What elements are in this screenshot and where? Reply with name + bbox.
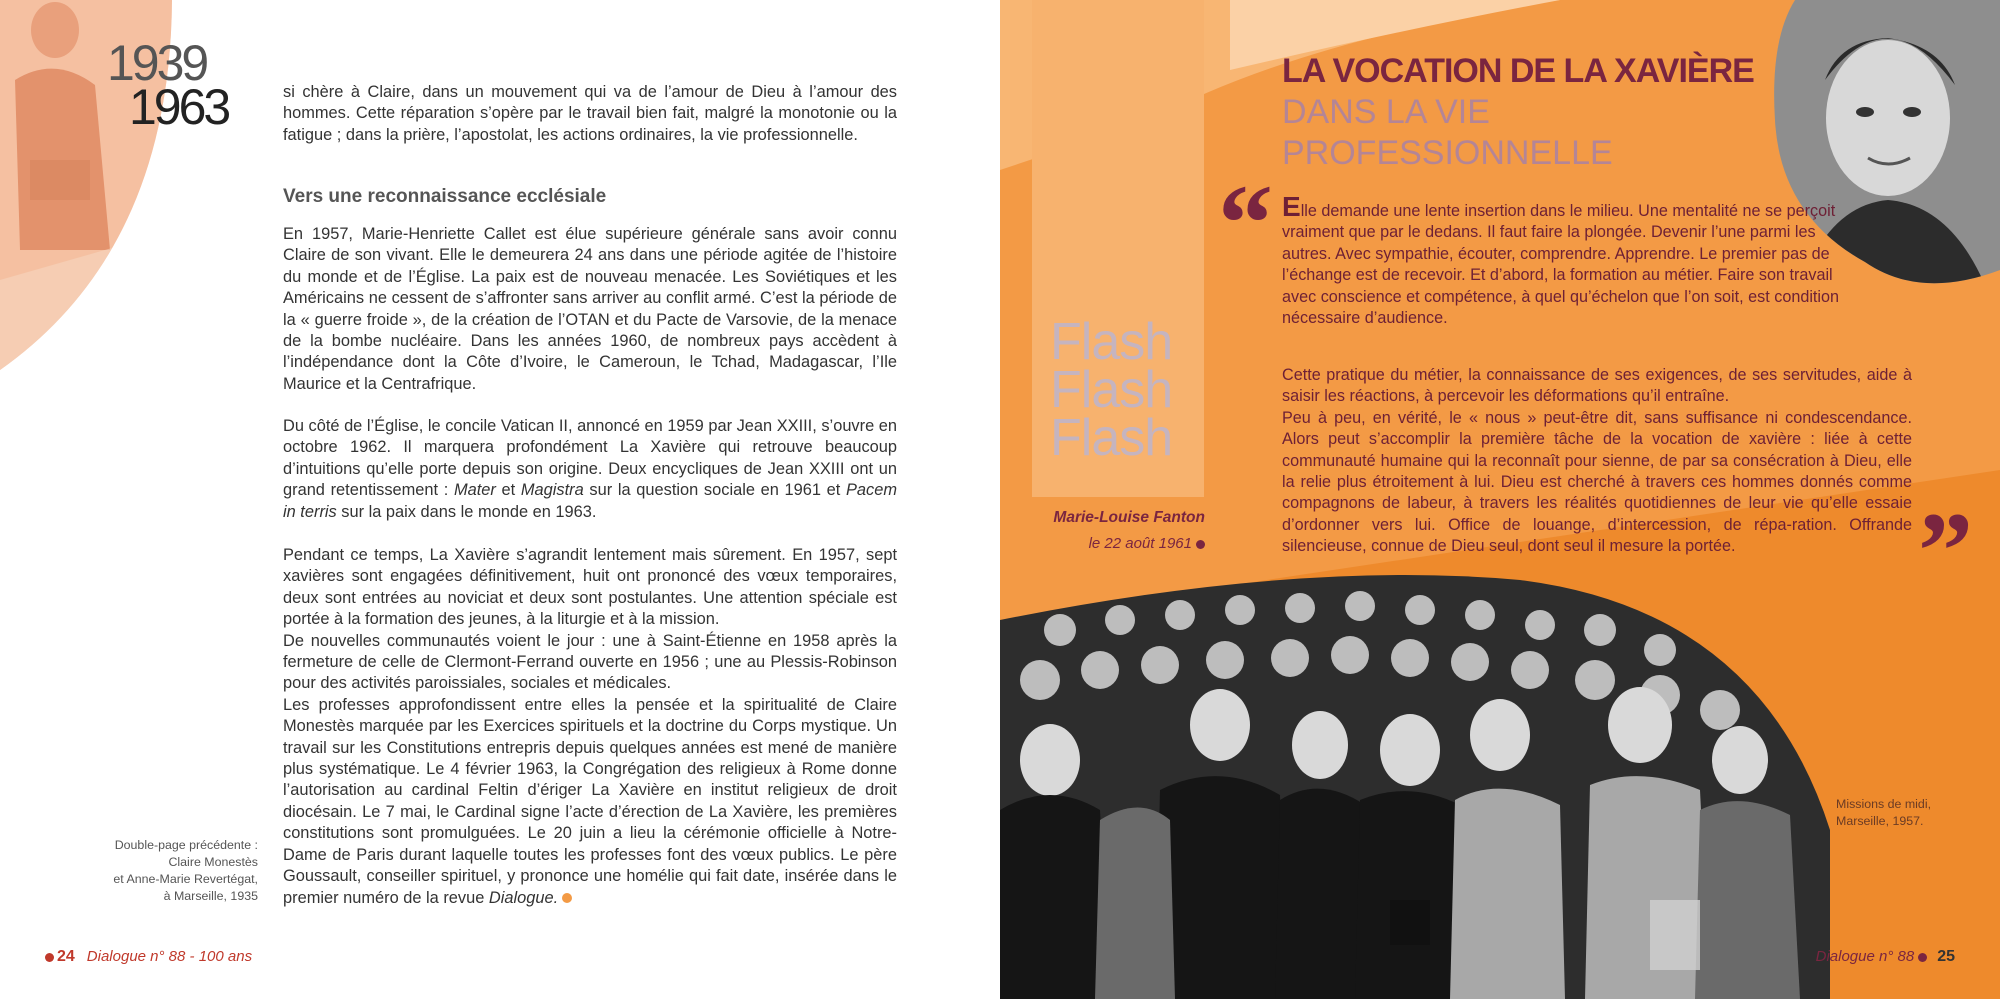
concile-c: sur la paix dans le monde en 1963. — [336, 502, 597, 521]
previous-spread-caption — [60, 837, 258, 905]
text-concile — [283, 416, 897, 523]
caption-line: Double-page précédente : — [114, 838, 258, 852]
page-number: 24 — [57, 948, 75, 965]
caption-line: Claire Monestès — [168, 855, 258, 869]
text-professes — [283, 695, 897, 909]
years-range — [105, 35, 229, 138]
intro-text: si chère à Claire, dans un mouvement qui va de l’amour de Dieu à l’amour des hommes. Cette réparation s’opère par le travail bien fait, malgré la monotonie ou la fatigue ; dans la prière, l’apostolat, les actions ordinaires, la vie professionnelle. — [283, 83, 897, 144]
photo-caption — [1836, 796, 1931, 830]
article-title: LA VOCATION DE LA XAVIÈRE — [1282, 52, 1754, 90]
bullet-icon — [45, 953, 54, 962]
caption-line: Marseille, 1957. — [1836, 814, 1924, 828]
section-heading: Vers une reconnaissance ecclésiale — [283, 186, 607, 207]
flash-word: Flash — [1050, 361, 1173, 419]
signature-date-line — [1000, 535, 1205, 552]
concile-a: Du côté de l’Église, le concile Vatican II, annoncé en 1959 par Jean XXIII, s’ouvre en octobre 1962. Il marquera profondément La Xavière qui retrouve beaucoup d’intuitions qu’elle porte depuis son origine. Deux encycliques de Jean XXIII ont un grand retentissement : — [283, 417, 897, 500]
caption-line: à Marseille, 1935 — [163, 889, 258, 903]
quote-paragraph-1 — [1282, 191, 1842, 329]
professes-a: Les professes approfondissent entre elles la pensée et la spiritualité de Claire Monestès marquée par les Exercices spirituels et la doctrine du Corps mystique. Un travail sur les Constitutions entrepris depuis quelques années est mené de manière plus systématique. Le 4 février 1963, la Congrégation des religieux à Rome donne l’autorisation au cardinal Feltin d’ériger La Xavière en institut religieux de droit diocésain. Le 7 mai, le Cardinal signe l’acte d’érection de La Xavière, les premières constitutions sont promulguées. Le 20 juin a lieu la cérémonie officielle à Notre-Dame de Paris durant laquelle toutes les professes font des vœux publics. Le père Goussault, conseiller spirituel, y prononce une homélie qui fait date, insérée dans le premier numéro de la revue — [283, 695, 897, 907]
open-quote-icon: “ — [1218, 162, 1273, 284]
close-quote-icon: ” — [1918, 490, 1973, 612]
flash-label — [1050, 313, 1173, 467]
concile-mater: Mater — [453, 481, 496, 500]
right-page — [1000, 0, 2000, 999]
author-name: Marie-Louise Fanton — [1053, 509, 1205, 526]
footer-right — [1816, 948, 1955, 966]
quote-text-2: Cette pratique du métier, la connaissance de ses exigences, de ses servitudes, aide à saisir les réactions, à percevoir les déformations qu’il entraîne. — [1282, 366, 1912, 406]
professes-dialogue: Dialogue. — [488, 888, 559, 907]
year-end: 1963 — [129, 79, 229, 135]
quote-text-1 — [1282, 191, 1842, 329]
magazine-title: Dialogue n° 88 — [1815, 948, 1915, 965]
text-1957: En 1957, Marie-Henriette Callet est élue supérieure générale sans avoir connu Claire de son vivant. Elle le demeurera 24 ans dans une période agitée de l’histoire du monde et de l’Église. La paix est de nouveau menacée. Les Soviétiques et les Américains ne cessent de s’affronter sans arriver au conflit armé. C’est la période de la « guerre froide », de la création de l’OTAN et du Pacte de Varsovie, de la menace de la bombe nucléaire. Dans les années 1960, de nombreux pays accèdent à l’indépendance dont la Côte d’Ivoire, le Cameroun, le Tchad, Madagascar, l’Ile Maurice et la Centrafrique. — [283, 225, 897, 393]
bullet-icon — [1918, 953, 1927, 962]
end-dot-icon — [562, 893, 572, 903]
concile-pacem: Pacem in terris — [283, 481, 898, 521]
concile-magistra: Magistra — [520, 481, 584, 500]
bullet-icon — [1196, 540, 1205, 549]
paragraph-1957 — [283, 224, 897, 395]
caption-line: et Anne-Marie Revertégat, — [113, 872, 258, 886]
quote-1-body: lle demande une lente insertion dans le milieu. Une mentalité ne se perçoit vraiment que par le dedans. Il faut faire la plongée. Devenir l’une parmi les autres. Avec sympathie, écouter, comprendre. Apprendre. Le premier pas de l’échange est de recevoir. Et d’abord, la formation au métier. Faire son travail avec conscience et compétence, à quel qu’échelon que l’on soit, est condition nécessaire d’audience. — [1282, 202, 1840, 328]
caption-line: Missions de midi, — [1836, 797, 1932, 811]
signature-date: le 22 août 1961 — [1088, 535, 1192, 552]
footer-left — [45, 948, 252, 966]
quote-text-3: Peu à peu, en vérité, le « nous » peut-être dit, sans suffisance ni condescendance. Alors peut s’accomplir la première tâche de la vocation de xavière : liée à cette communauté humaine qui la reconnaît pour sienne, de par sa consécration à Dieu, elle la relie plus étroitement à lui. Dieu est cherché à travers ces hommes donnés comme compagnons de labeur, à travers les réalités quotidiennes de leur vie qu’elle essaie d’ordonner vers lui. Office de louange, d’intercession, de répa-ration. Offrande silencieuse, connue de Dieu seul, dont seul il mesure la portée. — [1282, 408, 1912, 556]
magazine-title: Dialogue n° 88 - 100 ans — [86, 948, 253, 965]
quote-paragraph-2 — [1282, 365, 1912, 558]
drop-cap: E — [1282, 191, 1301, 222]
paragraph-growth — [283, 545, 897, 909]
text-communautes: De nouvelles communautés voient le jour : une à Saint-Étienne en 1958 après la fermeture de celle de Clermont-Ferrand ouverte en 1956 ; une au Plessis-Robinson pour des activités paroissiales, sociales et médicales. — [283, 631, 897, 693]
flash-word: Flash — [1050, 313, 1173, 371]
article-subtitle: DANS LA VIE PROFESSIONNELLE — [1282, 93, 1613, 172]
year-start: 1939 — [107, 35, 207, 91]
page-number: 25 — [1937, 948, 1955, 965]
concile-et: et — [495, 481, 521, 500]
flash-word: Flash — [1050, 409, 1173, 467]
paragraph-concile — [283, 416, 897, 523]
concile-b: sur la question sociale en 1961 et — [583, 481, 846, 500]
crowd-photo — [1000, 570, 2000, 999]
text-grandit: Pendant ce temps, La Xavière s’agrandit lentement mais sûrement. En 1957, sept xavières sont engagées définitivement, huit ont prononcé des vœux temporaires, deux sont entrées au noviciat et deux sont postulantes. Une attention spéciale est portée à la formation des jeunes, à la liturgie et à la mission. — [283, 546, 897, 629]
intro-paragraph — [283, 82, 897, 146]
signature — [1000, 509, 1205, 552]
